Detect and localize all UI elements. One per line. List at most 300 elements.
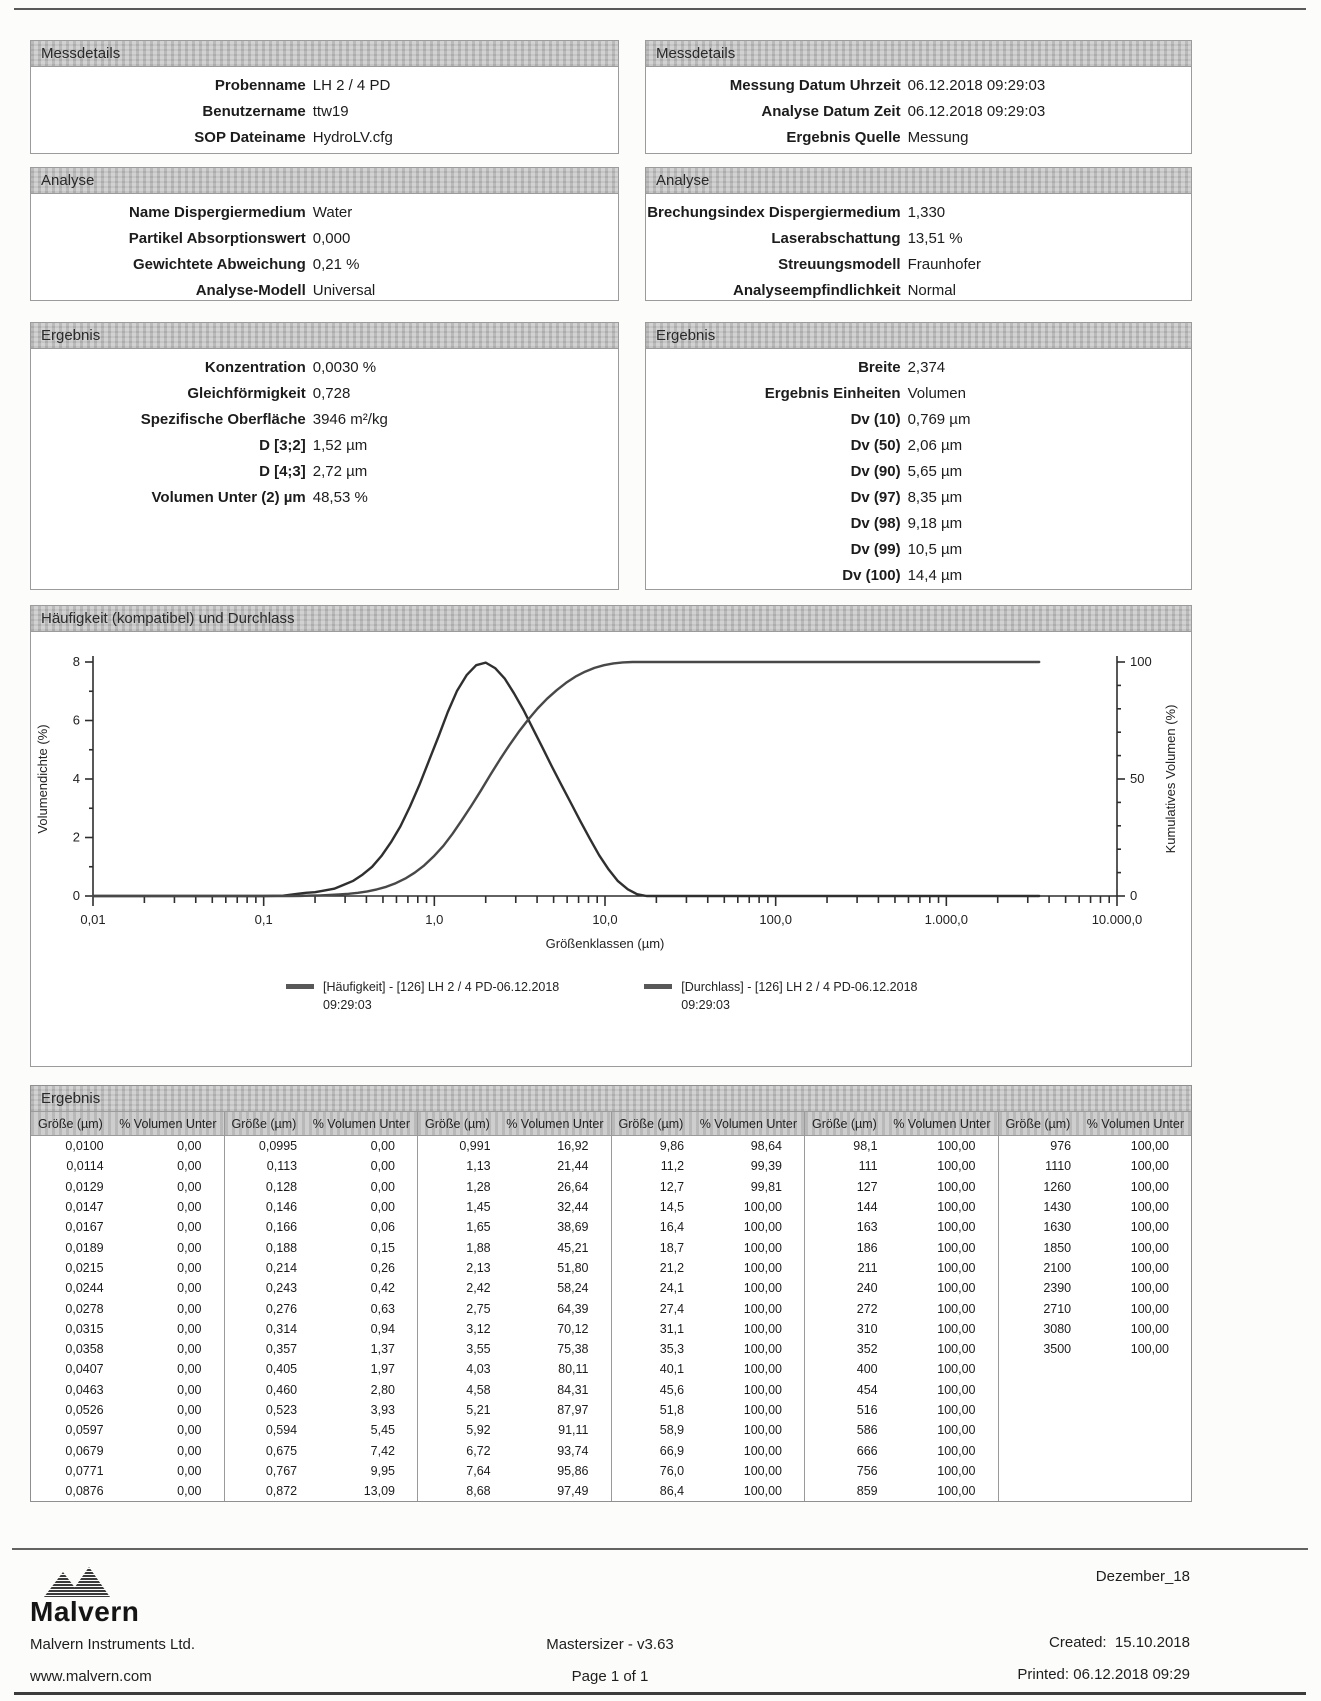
table-row [805, 1481, 998, 1501]
cell-volume: 84,31 [557, 1382, 589, 1397]
table-row [805, 1380, 998, 1400]
cell-volume: 0,00 [177, 1260, 202, 1275]
box-messdetails-dates [645, 40, 1192, 154]
field-label: SOP Dateiname [194, 128, 306, 146]
cell-size: 0,460 [265, 1382, 298, 1397]
svg-text:Kumulatives Volumen (%): Kumulatives Volumen (%) [1163, 704, 1178, 854]
cell-volume: 5,45 [370, 1423, 395, 1438]
table-row [999, 1217, 1192, 1237]
field-label: Dv (97) [850, 488, 901, 506]
company-name: Malvern Instruments Ltd. [30, 1636, 196, 1653]
cell-size: 24,1 [659, 1281, 685, 1296]
field-label: Dv (100) [842, 566, 901, 584]
table-row [31, 1400, 224, 1420]
cell-size: 0,675 [265, 1443, 298, 1458]
col-header-volume: % Volumen Unter [506, 1116, 604, 1131]
legend-item-durchlass [644, 978, 917, 1014]
field-value: 0,000 [312, 229, 351, 247]
table-row [418, 1258, 611, 1278]
table-row [31, 1319, 224, 1339]
cell-volume: 100,00 [937, 1220, 976, 1235]
table-row [612, 1420, 805, 1440]
cell-size: 0,0189 [65, 1240, 104, 1255]
box-title: Analyse [31, 168, 618, 194]
cell-size: 144 [856, 1200, 878, 1215]
table-row [805, 1420, 998, 1440]
cell-size: 8,68 [466, 1484, 491, 1499]
col-header-volume: % Volumen Unter [1086, 1116, 1184, 1131]
table-row [31, 1136, 224, 1156]
cell-volume: 100,00 [1130, 1321, 1169, 1336]
line-swatch-icon [644, 984, 672, 989]
cell-size: 58,9 [659, 1423, 685, 1438]
col-header-size: Größe (µm) [425, 1116, 490, 1131]
table-row [999, 1298, 1192, 1318]
field-label: Name Dispergiermedium [129, 203, 306, 221]
cell-size: 400 [856, 1362, 878, 1377]
field-value: Messung [907, 128, 969, 146]
cell-volume: 0,00 [177, 1463, 202, 1478]
cell-size: 0,314 [265, 1321, 298, 1336]
svg-text:0,1: 0,1 [254, 912, 273, 927]
cell-size: 163 [856, 1220, 878, 1235]
cell-size: 4,03 [466, 1362, 491, 1377]
table-row [805, 1136, 998, 1156]
cell-size: 516 [856, 1403, 878, 1417]
field-value: 9,18 µm [907, 514, 963, 532]
cell-size: 666 [856, 1443, 878, 1458]
svg-text:1.000,0: 1.000,0 [924, 912, 969, 927]
cell-volume: 100,00 [743, 1200, 782, 1215]
software-version: Mastersizer - v3.63 [546, 1636, 674, 1653]
cell-size: 0,405 [265, 1362, 298, 1377]
cell-volume: 0,00 [370, 1179, 395, 1194]
legend-item-haeufigkeit [286, 978, 559, 1014]
cell-volume: 100,00 [743, 1484, 782, 1499]
table-row [418, 1339, 611, 1359]
cell-volume: 100,00 [937, 1423, 976, 1438]
field-value: Fraunhofer [907, 255, 981, 273]
table-row [805, 1461, 998, 1481]
table-row [225, 1217, 418, 1237]
page-number: Page 1 of 1 [571, 1668, 649, 1685]
cell-size: 0,0597 [65, 1423, 104, 1438]
cell-volume: 100,00 [937, 1362, 976, 1377]
cell-size: 0,991 [459, 1139, 491, 1154]
field-value: 10,5 µm [907, 540, 963, 558]
brand-name: Malvern [30, 1596, 140, 1627]
field-label: Analyse-Modell [195, 281, 306, 299]
table-row [612, 1136, 805, 1156]
chart-title: Häufigkeit (kompatibel) und Durchlass [31, 606, 1191, 632]
table-row [805, 1258, 998, 1278]
col-header-volume: % Volumen Unter [312, 1116, 410, 1131]
cell-volume: 0,00 [177, 1382, 202, 1397]
cell-size: 5,92 [466, 1423, 491, 1438]
table-row [31, 1298, 224, 1318]
cell-volume: 0,94 [370, 1321, 395, 1336]
table-row [805, 1237, 998, 1257]
table-row [418, 1481, 611, 1501]
cell-size: 76,0 [659, 1463, 685, 1478]
table-row [225, 1156, 418, 1176]
cell-size: 18,7 [659, 1240, 685, 1255]
table-row [612, 1380, 805, 1400]
field-value: 2,72 µm [312, 462, 368, 480]
cell-volume: 98,64 [750, 1139, 782, 1154]
field-row [31, 251, 618, 277]
field-row [646, 225, 1191, 251]
field-label: Dv (50) [850, 436, 901, 454]
table-row [31, 1481, 224, 1501]
field-value: Normal [907, 281, 956, 299]
field-value: 2,06 µm [907, 436, 963, 454]
svg-text:2: 2 [72, 829, 80, 845]
field-label: Probenname [214, 76, 306, 94]
field-row [31, 380, 618, 406]
cell-size: 454 [856, 1382, 878, 1397]
cell-size: 14,5 [659, 1200, 685, 1215]
cell-volume: 100,00 [937, 1200, 976, 1215]
field-value: 5,65 µm [907, 462, 963, 480]
field-value: 0,769 µm [907, 410, 971, 428]
cell-size: 2,75 [466, 1301, 491, 1316]
col-header-size: Größe (µm) [231, 1116, 297, 1131]
table-row [225, 1359, 418, 1379]
cell-volume: 100,00 [743, 1463, 782, 1478]
cell-volume: 99,39 [750, 1159, 782, 1174]
cell-volume: 100,00 [1130, 1342, 1169, 1357]
table-row [805, 1278, 998, 1298]
field-label: Ergebnis Einheiten [764, 384, 901, 402]
field-label: Gleichförmigkeit [187, 384, 306, 402]
box-analyse-model [645, 167, 1192, 301]
svg-text:4: 4 [72, 771, 80, 786]
table-row [805, 1177, 998, 1197]
field-value: 3946 m²/kg [312, 410, 388, 428]
cell-size: 98,1 [853, 1139, 878, 1154]
cell-size: 0,523 [265, 1403, 298, 1417]
table-row [612, 1278, 805, 1298]
svg-text:0: 0 [72, 888, 80, 903]
cell-size: 0,0278 [65, 1301, 104, 1316]
table-row [31, 1197, 224, 1217]
box-title: Analyse [646, 168, 1191, 194]
box-ergebnis-summary [30, 322, 619, 590]
cell-volume: 100,00 [743, 1281, 782, 1296]
cell-size: 0,0358 [65, 1342, 104, 1357]
table-row [805, 1319, 998, 1339]
cell-size: 7,64 [466, 1463, 491, 1478]
field-row [31, 225, 618, 251]
table-row [225, 1461, 418, 1481]
table-header-row [999, 1112, 1192, 1136]
cell-size: 4,58 [466, 1382, 491, 1397]
cell-volume: 100,00 [743, 1220, 782, 1235]
cell-size: 0,0100 [65, 1139, 104, 1154]
field-value: 06.12.2018 09:29:03 [907, 76, 1046, 94]
field-value: 0,0030 % [312, 358, 377, 376]
cell-volume: 87,97 [557, 1403, 589, 1417]
cell-size: 0,128 [265, 1179, 298, 1194]
cell-size: 12,7 [659, 1179, 685, 1194]
col-header-size: Größe (µm) [812, 1116, 877, 1131]
cell-volume: 100,00 [1130, 1220, 1169, 1235]
cell-volume: 0,00 [177, 1443, 202, 1458]
cell-volume: 0,00 [177, 1321, 202, 1336]
legend-time: 09:29:03 [323, 998, 372, 1013]
table-row [612, 1156, 805, 1176]
cell-size: 1110 [1045, 1159, 1072, 1174]
cell-volume: 0,00 [177, 1362, 202, 1377]
table-row [999, 1237, 1192, 1257]
table-header-row [612, 1112, 805, 1136]
field-label: Gewichtete Abweichung [132, 255, 306, 273]
table-row [999, 1136, 1192, 1156]
cell-volume: 100,00 [937, 1281, 976, 1296]
svg-text:10,0: 10,0 [592, 912, 618, 927]
table-row [612, 1237, 805, 1257]
table-header-row [225, 1112, 418, 1136]
table-header-row [805, 1112, 998, 1136]
table-row [418, 1217, 611, 1237]
cell-volume: 0,00 [177, 1301, 202, 1316]
svg-text:10.000,0: 10.000,0 [1091, 912, 1143, 927]
table-row [612, 1400, 805, 1420]
cell-size: 0,872 [265, 1484, 298, 1499]
cell-size: 0,0876 [65, 1484, 104, 1499]
cell-size: 3500 [1043, 1342, 1072, 1357]
table-row [418, 1156, 611, 1176]
cell-size: 40,1 [659, 1362, 685, 1377]
box-title: Ergebnis [31, 323, 618, 349]
cell-volume: 2,80 [370, 1382, 395, 1397]
field-label: Analyseempfindlichkeit [733, 281, 901, 299]
cell-volume: 0,00 [177, 1179, 202, 1194]
cell-volume: 95,86 [557, 1463, 589, 1478]
field-row [646, 562, 1191, 588]
cell-size: 272 [856, 1301, 878, 1316]
table-row [225, 1400, 418, 1420]
cell-size: 11,2 [660, 1159, 685, 1174]
website: www.malvern.com [30, 1668, 152, 1685]
cell-size: 1630 [1043, 1220, 1072, 1235]
table-row [418, 1440, 611, 1460]
table-row [225, 1278, 418, 1298]
table-row [418, 1177, 611, 1197]
field-row [646, 277, 1191, 303]
cell-size: 0,357 [265, 1342, 298, 1357]
table-row [31, 1258, 224, 1278]
cell-volume: 21,44 [557, 1159, 589, 1174]
cell-size: 0,166 [265, 1220, 298, 1235]
cell-size: 1430 [1043, 1200, 1072, 1215]
cell-volume: 3,93 [370, 1403, 395, 1417]
cell-volume: 13,09 [363, 1484, 395, 1499]
cell-size: 0,0771 [65, 1463, 104, 1478]
table-row [612, 1461, 805, 1481]
table-row [418, 1400, 611, 1420]
table-row [805, 1197, 998, 1217]
table-row [225, 1420, 418, 1440]
table-row [418, 1461, 611, 1481]
field-label: Laserabschattung [771, 229, 901, 247]
chart-canvas [31, 636, 1191, 976]
box-analyse-medium [30, 167, 619, 301]
box-ergebnis-percentiles [645, 322, 1192, 590]
cell-volume: 100,00 [937, 1484, 976, 1499]
field-label: D [4;3] [259, 462, 306, 480]
svg-text:6: 6 [72, 712, 80, 728]
box-title: Ergebnis [646, 323, 1191, 349]
table-row [225, 1258, 418, 1278]
cell-volume: 100,00 [1130, 1260, 1169, 1275]
cell-volume: 100,00 [743, 1240, 782, 1255]
cell-size: 0,188 [265, 1240, 298, 1255]
cell-size: 0,0114 [66, 1159, 104, 1174]
col-header-volume: % Volumen Unter [119, 1116, 217, 1131]
cell-volume: 100,00 [743, 1321, 782, 1336]
cell-size: 352 [856, 1342, 878, 1357]
table-row [31, 1461, 224, 1481]
table-row [225, 1481, 418, 1501]
field-row [646, 406, 1191, 432]
table-row [805, 1339, 998, 1359]
svg-text:8: 8 [72, 654, 80, 669]
table-group-3 [417, 1112, 611, 1501]
cell-size: 2,42 [466, 1281, 491, 1296]
cell-volume: 100,00 [1130, 1281, 1169, 1296]
table-row [31, 1359, 224, 1379]
cell-volume: 100,00 [937, 1240, 976, 1255]
cell-size: 0,0463 [65, 1382, 104, 1397]
cell-size: 186 [856, 1240, 878, 1255]
field-value: 1,330 [907, 203, 946, 221]
field-value: ttw19 [312, 102, 349, 120]
chart-section [30, 605, 1192, 1067]
field-label: Messung Datum Uhrzeit [729, 76, 901, 94]
cell-size: 1,13 [466, 1159, 491, 1174]
table-row [225, 1136, 418, 1156]
table-row [31, 1177, 224, 1197]
col-header-size: Größe (µm) [38, 1116, 103, 1131]
table-row [612, 1319, 805, 1339]
table-row [31, 1237, 224, 1257]
cell-volume: 0,00 [177, 1240, 202, 1255]
cell-size: 756 [856, 1463, 878, 1478]
cell-volume: 100,00 [937, 1301, 976, 1316]
table-row [805, 1359, 998, 1379]
cell-volume: 32,44 [557, 1200, 589, 1215]
cell-volume: 100,00 [743, 1301, 782, 1316]
table-row [31, 1217, 224, 1237]
cell-size: 310 [856, 1321, 878, 1336]
table-row [225, 1197, 418, 1217]
svg-text:100: 100 [1130, 654, 1152, 669]
cell-size: 127 [856, 1179, 878, 1194]
cell-volume: 75,38 [557, 1342, 589, 1357]
table-row [31, 1420, 224, 1440]
field-value: 13,51 % [907, 229, 963, 247]
cell-volume: 100,00 [1130, 1200, 1169, 1215]
cell-volume: 100,00 [937, 1382, 976, 1397]
created-date: Created: 15.10.2018 [1049, 1634, 1190, 1651]
cell-volume: 100,00 [743, 1443, 782, 1458]
cell-volume: 26,64 [557, 1179, 589, 1194]
table-group-1 [31, 1112, 224, 1501]
cell-volume: 100,00 [937, 1403, 976, 1417]
cell-volume: 100,00 [937, 1260, 976, 1275]
col-header-volume: % Volumen Unter [699, 1116, 797, 1131]
cell-volume: 0,63 [370, 1301, 395, 1316]
cell-size: 2710 [1043, 1301, 1072, 1316]
field-value: HydroLV.cfg [312, 128, 393, 146]
cell-size: 45,6 [659, 1382, 685, 1397]
cell-volume: 0,00 [370, 1139, 395, 1154]
cell-size: 16,4 [659, 1220, 685, 1235]
cell-volume: 97,49 [557, 1484, 589, 1499]
cell-size: 2100 [1043, 1260, 1072, 1275]
cell-size: 31,1 [659, 1321, 685, 1336]
cell-size: 1,88 [466, 1240, 491, 1255]
results-table-section [30, 1085, 1192, 1502]
cell-size: 2,13 [466, 1260, 491, 1275]
field-row [31, 458, 618, 484]
cell-volume: 38,69 [557, 1220, 589, 1235]
cell-size: 35,3 [659, 1342, 685, 1357]
cell-size: 0,0167 [65, 1220, 104, 1235]
cell-volume: 100,00 [743, 1260, 782, 1275]
printed-date: Printed: 06.12.2018 09:29 [1017, 1666, 1190, 1683]
field-row [31, 72, 618, 98]
cell-volume: 100,00 [743, 1342, 782, 1357]
table-row [418, 1319, 611, 1339]
cell-size: 21,2 [659, 1260, 685, 1275]
table-row [418, 1298, 611, 1318]
field-label: D [3;2] [259, 436, 306, 454]
table-row [612, 1197, 805, 1217]
cell-volume: 0,00 [177, 1200, 202, 1215]
col-header-size: Größe (µm) [1005, 1116, 1071, 1131]
field-value: 0,21 % [312, 255, 360, 273]
cell-volume: 0,00 [177, 1281, 202, 1296]
cell-size: 0,0407 [65, 1362, 104, 1377]
field-label: Benutzername [202, 102, 306, 120]
field-label: Breite [858, 358, 901, 376]
box-title: Messdetails [646, 41, 1191, 67]
table-row [999, 1339, 1192, 1359]
table-row [418, 1197, 611, 1217]
table-row [612, 1440, 805, 1460]
table-group-4 [611, 1112, 805, 1501]
table-row [225, 1298, 418, 1318]
table-row [31, 1156, 224, 1176]
col-header-size: Größe (µm) [618, 1116, 684, 1131]
cell-volume: 100,00 [937, 1342, 976, 1357]
cell-volume: 0,00 [177, 1484, 202, 1499]
line-swatch-icon [286, 984, 314, 989]
cell-size: 0,0995 [258, 1139, 298, 1154]
cell-volume: 100,00 [937, 1321, 976, 1336]
field-row [31, 124, 618, 150]
cell-size: 3,55 [466, 1342, 491, 1357]
cell-volume: 16,92 [557, 1139, 589, 1154]
cell-size: 0,0315 [65, 1321, 104, 1336]
cell-size: 0,0147 [65, 1200, 104, 1215]
cell-volume: 0,42 [370, 1281, 395, 1296]
table-row [418, 1420, 611, 1440]
svg-text:Größenklassen (µm): Größenklassen (µm) [545, 936, 665, 951]
